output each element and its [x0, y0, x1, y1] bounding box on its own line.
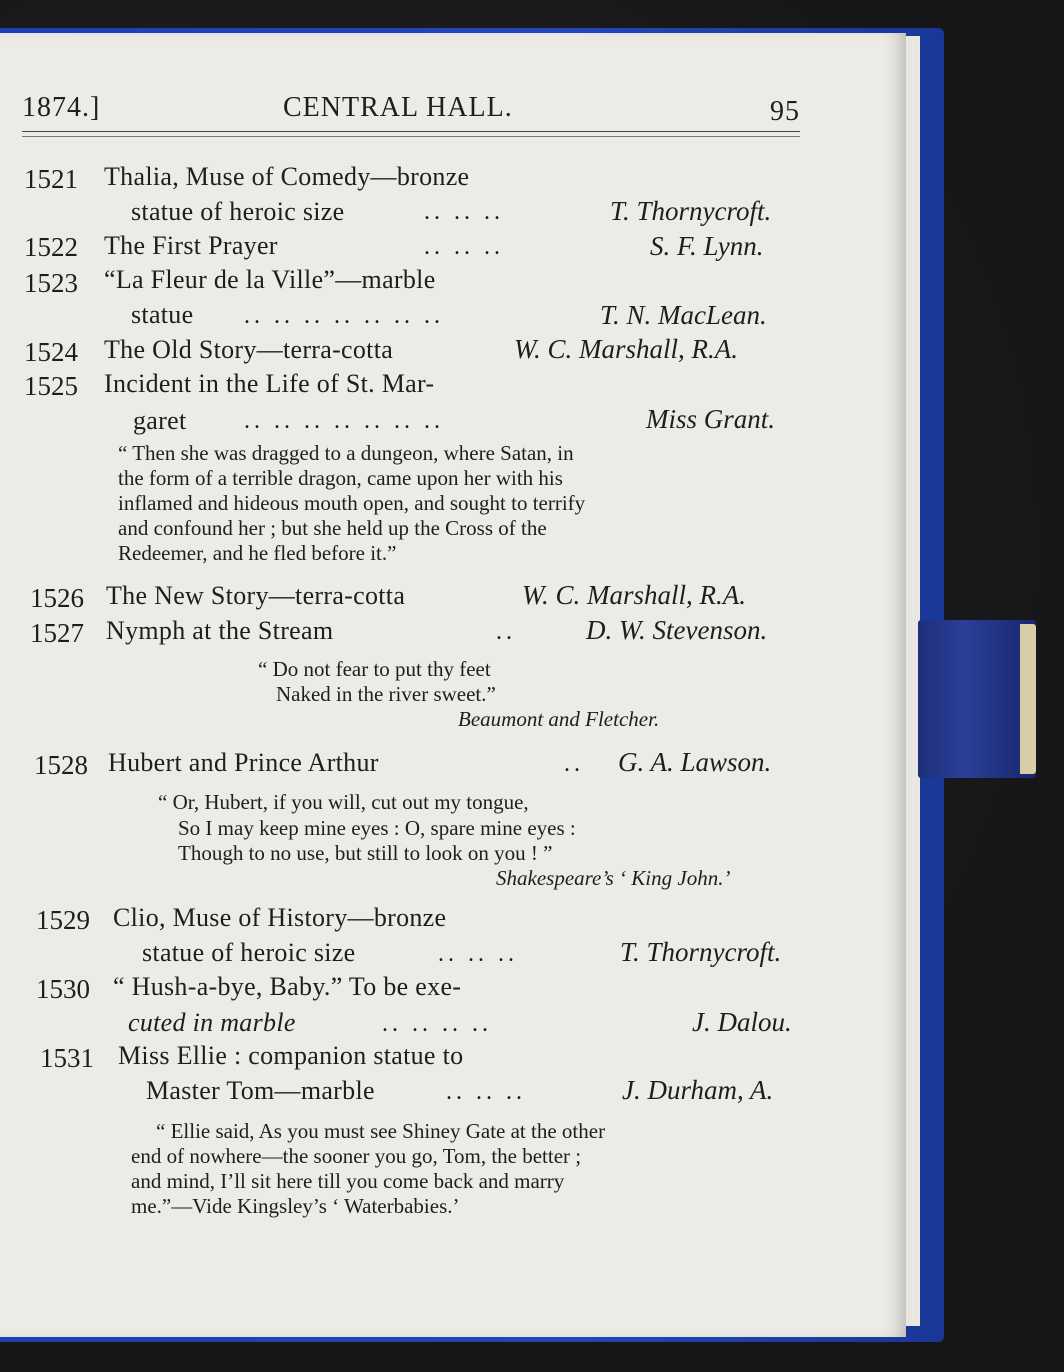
entry-1525-quote-line5: Redeemer, and he fled before it.” — [118, 541, 397, 565]
entry-1531-title-line1: Miss Ellie : companion statue to — [118, 1041, 464, 1070]
entry-1529-number: 1529 — [36, 905, 90, 935]
entry-1531-artist: J. Durham, A. — [622, 1075, 774, 1105]
leader-dots: .. .. .. — [424, 199, 504, 225]
entry-1526-title: The New Story—terra-cotta — [106, 581, 406, 610]
leader-dots: .. — [496, 619, 516, 645]
entry-1522-title: The First Prayer — [104, 231, 278, 260]
entry-1523-artist: T. N. MacLean. — [600, 300, 767, 330]
entry-1523-number: 1523 — [24, 268, 78, 298]
header-rule — [22, 131, 800, 132]
leader-dots: .. .. .. — [438, 941, 518, 967]
entry-1525-number: 1525 — [24, 371, 78, 401]
entry-1530-title-line2: cuted in marble — [128, 1008, 296, 1037]
entry-1525-quote-line1: “ Then she was dragged to a dungeon, where Satan, in — [118, 441, 574, 465]
entry-1526-artist: W. C. Marshall, R.A. — [522, 580, 747, 610]
leader-dots: .. .. .. — [424, 234, 504, 260]
entry-1523-title-line2: statue — [131, 300, 194, 329]
entry-1521-number: 1521 — [24, 164, 78, 194]
header-title: CENTRAL HALL. — [283, 92, 513, 123]
entry-1531-quote-line3: and mind, I’ll sit here till you come back and marry — [131, 1169, 565, 1193]
entry-1531-title-line2: Master Tom—marble — [146, 1076, 375, 1105]
entry-1525-artist: Miss Grant. — [646, 404, 776, 434]
entry-1531-quote-line1: “ Ellie said, As you must see Shiney Gate at the other — [156, 1119, 606, 1143]
entry-1521-title-line2: statue of heroic size — [131, 197, 345, 226]
entry-1525-title-line2: garet — [133, 406, 187, 435]
leader-dots: .. .. .. .. — [382, 1011, 492, 1037]
entry-1525-quote-line3: inflamed and hideous mouth open, and sought to terrify — [118, 491, 586, 515]
entry-1527-number: 1527 — [30, 618, 84, 648]
entry-1525-quote-line4: and confound her ; but she held up the Cross of the — [118, 516, 547, 540]
entry-1530-number: 1530 — [36, 974, 90, 1004]
book-clasp — [918, 620, 1036, 778]
header-rule-double — [22, 136, 800, 137]
entry-1528-quote-line3: Though to no use, but still to look on you ! ” — [178, 841, 553, 865]
entry-1531-number: 1531 — [40, 1043, 94, 1073]
entry-1524-artist: W. C. Marshall, R.A. — [514, 334, 739, 364]
entry-1528-quote-line1: “ Or, Hubert, if you will, cut out my tongue, — [158, 790, 529, 814]
entry-1525-title-line1: Incident in the Life of St. Mar- — [104, 369, 435, 398]
entry-1529-artist: T. Thornycroft. — [620, 937, 782, 967]
book-clasp-end — [1020, 624, 1036, 774]
entry-1527-quote-line1: “ Do not fear to put thy feet — [258, 657, 491, 681]
entry-1528-artist: G. A. Lawson. — [618, 747, 772, 777]
entry-1528-title: Hubert and Prince Arthur — [108, 748, 379, 777]
entry-1525-quote-line2: the form of a terrible dragon, came upon her with his — [118, 466, 563, 490]
entry-1528-number: 1528 — [34, 750, 88, 780]
entry-1528-quote-line2: So I may keep mine eyes : O, spare mine eyes : — [178, 816, 576, 840]
leader-dots: .. .. .. .. .. .. .. — [244, 408, 444, 434]
leader-dots: .. .. .. — [446, 1079, 526, 1105]
entry-1521-title-line1: Thalia, Muse of Comedy—bronze — [104, 162, 470, 191]
entry-1529-title-line2: statue of heroic size — [142, 938, 356, 967]
leader-dots: .. — [564, 751, 584, 777]
entry-1527-artist: D. W. Stevenson. — [586, 615, 768, 645]
entry-1527-title: Nymph at the Stream — [106, 616, 334, 645]
leader-dots: .. .. .. .. .. .. .. — [244, 303, 444, 329]
entry-1522-number: 1522 — [24, 232, 78, 262]
entry-1522-artist: S. F. Lynn. — [650, 231, 764, 261]
entry-1528-quote-source: Shakespeare’s ‘ King John.’ — [496, 866, 731, 890]
page-number: 95 — [770, 96, 800, 127]
entry-1521-artist: T. Thornycroft. — [610, 196, 772, 226]
entry-1524-title: The Old Story—terra-cotta — [104, 335, 394, 364]
entry-1530-title-line1: “ Hush-a-bye, Baby.” To be exe- — [113, 972, 462, 1001]
entry-1524-number: 1524 — [24, 337, 78, 367]
entry-1523-title-line1: “La Fleur de la Ville”—marble — [104, 265, 436, 294]
entry-1529-title-line1: Clio, Muse of History—bronze — [113, 903, 447, 932]
entry-1527-quote-line2: Naked in the river sweet.” — [276, 682, 496, 706]
entry-1526-number: 1526 — [30, 583, 84, 613]
entry-1531-quote-line4: me.”—Vide Kingsley’s ‘ Waterbabies.’ — [131, 1194, 460, 1218]
header-year: 1874.] — [22, 92, 101, 123]
entry-1527-quote-source: Beaumont and Fletcher. — [458, 707, 660, 731]
entry-1530-artist: J. Dalou. — [692, 1007, 792, 1037]
entry-1531-quote-line2: end of nowhere—the sooner you go, Tom, the better ; — [131, 1144, 582, 1168]
